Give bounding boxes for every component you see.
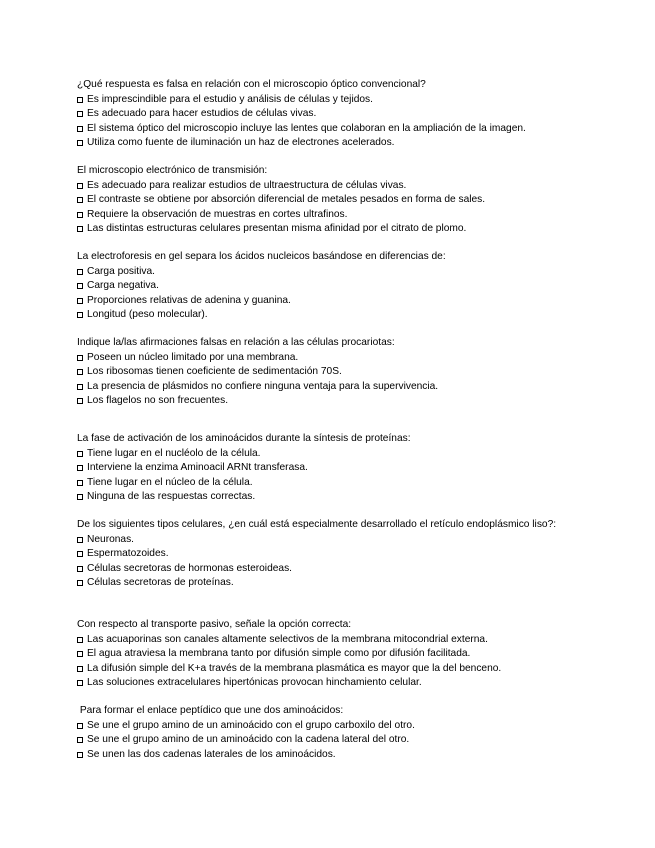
option-label: Se une el grupo amino de un aminoácido con la cadena lateral del otro. bbox=[87, 734, 410, 745]
option-item[interactable] bbox=[77, 447, 637, 462]
checkbox-icon[interactable] bbox=[77, 212, 83, 218]
option-label: Longitud (peso molecular). bbox=[87, 309, 208, 320]
option-item[interactable] bbox=[77, 547, 637, 562]
checkbox-icon[interactable] bbox=[77, 480, 83, 486]
checkbox-icon[interactable] bbox=[77, 465, 83, 471]
question-text: La electroforesis en gel separa los ácidos nucleicos basándose en diferencias de: bbox=[77, 251, 446, 262]
question-7 bbox=[77, 618, 637, 691]
checkbox-icon[interactable] bbox=[77, 384, 83, 390]
option-item[interactable] bbox=[77, 461, 637, 476]
checkbox-icon[interactable] bbox=[77, 637, 83, 643]
checkbox-icon[interactable] bbox=[77, 723, 83, 729]
checkbox-icon[interactable] bbox=[77, 398, 83, 404]
checkbox-icon[interactable] bbox=[77, 494, 83, 500]
option-item[interactable] bbox=[77, 533, 637, 548]
question-text: Indique la/las afirmaciones falsas en relación a las células procariotas: bbox=[77, 337, 395, 348]
option-label: Neuronas. bbox=[87, 533, 135, 545]
option-label: Se une el grupo amino de un aminoácido con el grupo carboxilo del otro. bbox=[87, 719, 415, 731]
option-item[interactable] bbox=[77, 136, 637, 151]
option-item[interactable] bbox=[77, 308, 637, 323]
option-list bbox=[77, 633, 637, 691]
option-list bbox=[77, 719, 637, 763]
option-item[interactable] bbox=[77, 93, 637, 108]
question-text: La fase de activación de los aminoácidos durante la síntesis de proteínas: bbox=[77, 433, 411, 444]
checkbox-icon[interactable] bbox=[77, 140, 83, 146]
option-label: Los flagelos no son frecuentes. bbox=[87, 395, 229, 406]
checkbox-icon[interactable] bbox=[77, 666, 83, 672]
option-list bbox=[77, 179, 637, 237]
checkbox-icon[interactable] bbox=[77, 451, 83, 457]
option-label: Es adecuado para realizar estudios de ultraestructura de células vivas. bbox=[87, 179, 407, 191]
option-label: Las distintas estructuras celulares presentan misma afinidad por el citrato de plomo. bbox=[87, 223, 467, 234]
checkbox-icon[interactable] bbox=[77, 680, 83, 686]
option-item[interactable] bbox=[77, 279, 637, 294]
option-item[interactable] bbox=[77, 394, 637, 409]
option-list bbox=[77, 533, 637, 591]
question-5 bbox=[77, 432, 637, 505]
option-label: Las acuaporinas son canales altamente selectivos de la membrana mitocondrial externa. bbox=[87, 633, 488, 645]
checkbox-icon[interactable] bbox=[77, 97, 83, 103]
option-item[interactable] bbox=[77, 222, 637, 237]
checkbox-icon[interactable] bbox=[77, 269, 83, 275]
option-label: Las soluciones extracelulares hipertónicas provocan hinchamiento celular. bbox=[87, 677, 422, 688]
checkbox-icon[interactable] bbox=[77, 551, 83, 557]
option-item[interactable] bbox=[77, 208, 637, 223]
option-label: Tiene lugar en el nucléolo de la célula. bbox=[87, 447, 261, 459]
option-item[interactable] bbox=[77, 733, 637, 748]
option-item[interactable] bbox=[77, 748, 637, 763]
option-item[interactable] bbox=[77, 122, 637, 137]
option-item[interactable] bbox=[77, 294, 637, 309]
option-label: Es adecuado para hacer estudios de células vivas. bbox=[87, 108, 317, 119]
option-item[interactable] bbox=[77, 633, 637, 648]
checkbox-icon[interactable] bbox=[77, 651, 83, 657]
option-item[interactable] bbox=[77, 576, 637, 591]
checkbox-icon[interactable] bbox=[77, 312, 83, 318]
checkbox-icon[interactable] bbox=[77, 752, 83, 758]
checkbox-icon[interactable] bbox=[77, 183, 83, 189]
option-item[interactable] bbox=[77, 647, 637, 662]
question-text: El microscopio electrónico de transmisión: bbox=[77, 165, 268, 176]
option-item[interactable] bbox=[77, 662, 637, 677]
option-label: Proporciones relativas de adenina y guanina. bbox=[87, 294, 291, 306]
question-1 bbox=[77, 78, 637, 151]
question-text: Con respecto al transporte pasivo, señale la opción correcta: bbox=[77, 619, 352, 630]
option-list bbox=[77, 93, 637, 151]
option-label: Carga negativa. bbox=[87, 280, 159, 291]
option-label: Utiliza como fuente de iluminación un haz de electrones acelerados. bbox=[87, 137, 395, 148]
option-label: Tiene lugar en el núcleo de la célula. bbox=[87, 476, 253, 488]
checkbox-icon[interactable] bbox=[77, 369, 83, 375]
option-item[interactable] bbox=[77, 351, 637, 366]
option-label: Requiere la observación de muestras en cortes ultrafinos. bbox=[87, 208, 348, 220]
option-item[interactable] bbox=[77, 193, 637, 208]
question-8 bbox=[77, 704, 637, 762]
checkbox-icon[interactable] bbox=[77, 197, 83, 203]
option-item[interactable] bbox=[77, 365, 637, 380]
question-text: De los siguientes tipos celulares, ¿en cuál está especialmente desarrollado el retículo endoplásmico liso?: bbox=[77, 519, 557, 530]
option-label: Los ribosomas tienen coeficiente de sedimentación 70S. bbox=[87, 366, 342, 377]
checkbox-icon[interactable] bbox=[77, 298, 83, 304]
question-6 bbox=[77, 518, 637, 591]
option-item[interactable] bbox=[77, 490, 637, 505]
checkbox-icon[interactable] bbox=[77, 111, 83, 117]
option-item[interactable] bbox=[77, 562, 637, 577]
option-label: Células secretoras de hormonas esteroideas. bbox=[87, 562, 292, 574]
option-label: Es imprescindible para el estudio y análisis de células y tejidos. bbox=[87, 93, 373, 105]
option-item[interactable] bbox=[77, 476, 637, 491]
option-item[interactable] bbox=[77, 107, 637, 122]
checkbox-icon[interactable] bbox=[77, 226, 83, 232]
checkbox-icon[interactable] bbox=[77, 537, 83, 543]
option-label: Carga positiva. bbox=[87, 265, 155, 277]
question-4 bbox=[77, 336, 637, 409]
checkbox-icon[interactable] bbox=[77, 566, 83, 572]
question-2 bbox=[77, 164, 637, 237]
option-item[interactable] bbox=[77, 265, 637, 280]
option-label: La difusión simple del K+a través de la membrana plasmática es mayor que la del benceno. bbox=[87, 662, 502, 674]
question-3 bbox=[77, 250, 637, 323]
option-label: Interviene la enzima Aminoacil ARNt transferasa. bbox=[87, 462, 308, 473]
option-label: El agua atraviesa la membrana tanto por difusión simple como por difusión facilitada. bbox=[87, 648, 471, 659]
checkbox-icon[interactable] bbox=[77, 126, 83, 132]
option-label: Células secretoras de proteínas. bbox=[87, 577, 234, 588]
checkbox-icon[interactable] bbox=[77, 580, 83, 586]
option-item[interactable] bbox=[77, 719, 637, 734]
option-item[interactable] bbox=[77, 380, 637, 395]
option-label: Se unen las dos cadenas laterales de los aminoácidos. bbox=[87, 748, 336, 760]
question-text: Para formar el enlace peptídico que une dos aminoácidos: bbox=[77, 705, 344, 716]
checkbox-icon[interactable] bbox=[77, 283, 83, 289]
option-label: La presencia de plásmidos no confiere ninguna ventaja para la supervivencia. bbox=[87, 380, 439, 392]
option-label: Espermatozoides. bbox=[87, 548, 169, 559]
option-label: El contraste se obtiene por absorción diferencial de metales pesados en forma de sales. bbox=[87, 194, 486, 205]
option-label: Ninguna de las respuestas correctas. bbox=[87, 491, 256, 502]
option-label: Poseen un núcleo limitado por una membrana. bbox=[87, 351, 299, 363]
option-label: El sistema óptico del microscopio incluye las lentes que colaboran en la ampliación de la imagen. bbox=[87, 122, 526, 134]
option-list bbox=[77, 351, 637, 409]
checkbox-icon[interactable] bbox=[77, 355, 83, 361]
option-item[interactable] bbox=[77, 676, 637, 691]
checkbox-icon[interactable] bbox=[77, 737, 83, 743]
option-item[interactable] bbox=[77, 179, 637, 194]
option-list bbox=[77, 265, 637, 323]
option-list bbox=[77, 447, 637, 505]
question-text: ¿Qué respuesta es falsa en relación con el microscopio óptico convencional? bbox=[77, 79, 426, 90]
